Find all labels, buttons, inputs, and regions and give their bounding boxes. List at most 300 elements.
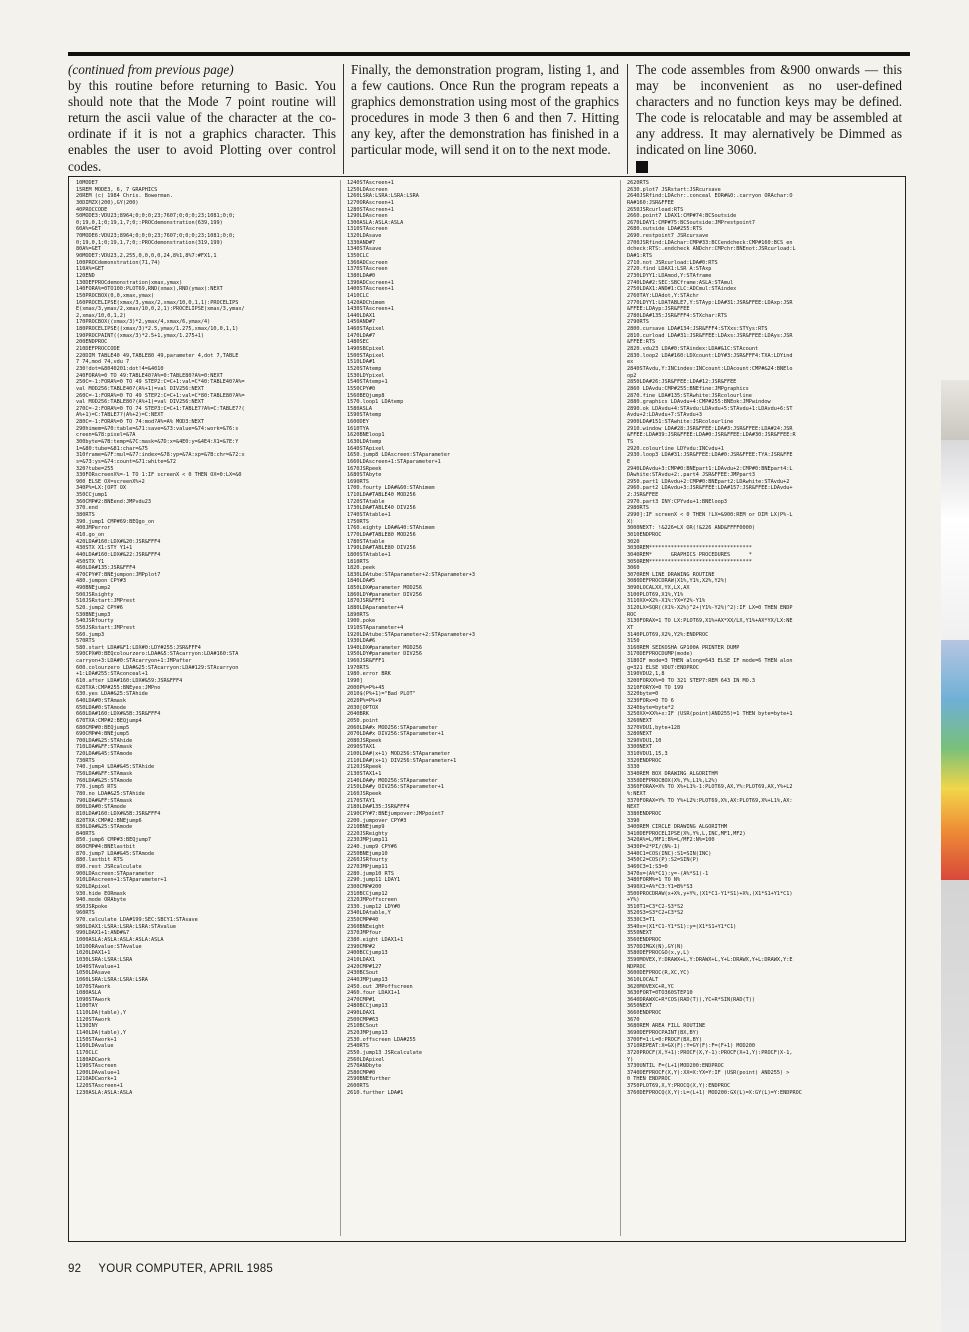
listing-line: 1320LDAsave bbox=[347, 233, 382, 240]
listing-line: 2:JSR&FFEE bbox=[627, 492, 659, 499]
listing-line: 3580DEFPROCGO(x,y,L) bbox=[627, 950, 690, 957]
page-edge-light bbox=[941, 440, 969, 640]
listing-line: 1690RTS bbox=[347, 478, 369, 485]
listing-line: 3700F=1:L=0:PROCF(BX,BY) bbox=[627, 1036, 702, 1043]
listing-line: 1100TAY bbox=[76, 1003, 98, 1010]
listing-line: 1570.loop1 LDAtemp bbox=[347, 399, 404, 406]
listing-line: 1060LSRA:LSRA:LSRA:LSRA bbox=[76, 976, 148, 983]
listing-line: TS bbox=[627, 438, 634, 445]
listing-line: 1030LSRA:LSRA:LSRA bbox=[76, 956, 133, 963]
listing-line: 3100PLOT69,X1%,Y1% bbox=[627, 591, 684, 598]
listing-line: 810LDA#160:LDX#&5B:JSR&FFF4 bbox=[76, 810, 161, 817]
listing-line: 590CPX#0:BEQcolourzero:LDA#&5:STAcarryon:LDA#160:STA bbox=[76, 651, 239, 658]
listing-line: 800LDA#0:STAmode bbox=[76, 804, 126, 811]
listing-line: 2650JSRcurload:RTS bbox=[627, 206, 684, 213]
listing-line: 2280.jump10 RTS bbox=[347, 870, 394, 877]
listing-line: 630.yes LDA#&25:STAhide bbox=[76, 691, 148, 698]
listing-line: 770.jump5 RTS bbox=[76, 784, 117, 791]
page-footer bbox=[68, 1263, 287, 1275]
listing-line: 780.no LDA#&25:STAhide bbox=[76, 790, 145, 797]
listing-line: 1900.poke bbox=[347, 618, 376, 625]
listing-line: 2120JSRpeek bbox=[347, 764, 382, 771]
listing-line: 1830LDAtube:STAparameter+2:STAparameter+3 bbox=[347, 571, 476, 578]
listing-line: 2060LDA#x MOD256:STAparameter bbox=[347, 724, 438, 731]
listing-line: 3470x=(A%*C1):y=-(A%*S1)-1 bbox=[627, 870, 709, 877]
listing-line: 2070LDA#x DIV256:STAparameter+1 bbox=[347, 731, 444, 738]
listing-line: 1140LDA(table),Y bbox=[76, 1030, 126, 1036]
listing-line: 2010$(P%+1)="Bad PLOT" bbox=[347, 691, 416, 698]
listing-line: 3640DRAWXC+R*COS(RAD(T)),YC+R*SIN(RAD(T)) bbox=[627, 996, 756, 1003]
listing-line: 180PROCELIPSE((xmax/3)*2.5,ymax/1.275,xmax/10,0,1,1) bbox=[76, 326, 239, 333]
listing-line: 2440JMPjump13 bbox=[347, 976, 388, 983]
listing-line: 2430BCSout bbox=[347, 970, 379, 977]
listing-line: val MOD256:TABLE40?(A%+1)=val DIV256:NEXT bbox=[76, 385, 205, 392]
listing-line: 1010ORAvalue:STAvalue bbox=[76, 943, 142, 950]
listing-line: 1070STAwork bbox=[76, 983, 111, 990]
listing-line: 740.jump4 LDA#&45:STAhide bbox=[76, 764, 155, 771]
listing-line: 3460C3=1:S3=0 bbox=[627, 863, 668, 870]
listing-line: 2600RTS bbox=[347, 1083, 369, 1090]
listing-line: 2930.loop3 LDA#31:JSR&FFEE:LDA#0:JSR&FFEE:TYA:JSR&FFE bbox=[627, 452, 793, 459]
listing-line: 2040BRK bbox=[347, 711, 369, 718]
listing-line: 1370STAscreen bbox=[347, 266, 388, 273]
listing-line: 1540STAtemp+1 bbox=[347, 379, 388, 386]
listing-line: 10MODE7 bbox=[76, 180, 98, 186]
listing-line: 1770LDA#TABLE80 MOD256 bbox=[347, 531, 416, 538]
page-edge-shadow bbox=[941, 380, 969, 440]
listing-line: op2 bbox=[627, 372, 637, 379]
listing-line: 1920LDAtube:STAparameter+2:STAparameter+3 bbox=[347, 631, 476, 638]
listing-line: 7 74,mod 74,vdu 7 bbox=[76, 359, 130, 366]
top-rule bbox=[68, 52, 910, 56]
listing-line: 3740DEFPROCF(X,Y):XX=X:YX=Y:IF (USR(point) AND255) > bbox=[627, 1069, 790, 1076]
listing-line: 1940LDX#parameter MOD256 bbox=[347, 644, 422, 651]
listing-line: 3720PROCF(X,Y+1):PROCF(X,Y-1):PROCF(X+1,Y):PROCF(X-1, bbox=[627, 1049, 793, 1056]
listing-line: 1310STAscreen bbox=[347, 226, 388, 233]
listing-line: 390.jump1 CMP#69:BEQgo_on bbox=[76, 518, 155, 525]
listing-line: 2100LDA#(x+1) MOD256:STAparameter bbox=[347, 751, 451, 758]
listing-line: 200ENDPROC bbox=[76, 339, 108, 346]
listing-line: 2760TAY:LDAdot,Y:STAchr bbox=[627, 292, 699, 299]
listing-line: 2160JSRpeek bbox=[347, 790, 382, 797]
listing-line: 3300NEXT bbox=[627, 744, 652, 751]
listing-line: 2300CMP#200 bbox=[347, 883, 382, 890]
listing-line: +Y%) bbox=[627, 897, 640, 904]
listing-line: 2980RTS bbox=[627, 505, 649, 512]
listing-line: 1270ORAscreen+1 bbox=[347, 199, 394, 206]
listing-line: 2690.restpoint7 JSRcursave bbox=[627, 233, 709, 240]
listing-line: 130DEFPROCdemonstration(xmax,ymax) bbox=[76, 279, 183, 286]
listing-line: 3660ENDPROC bbox=[627, 1010, 662, 1017]
listing-line: Y) bbox=[627, 1056, 634, 1063]
listing-line: 880.lastbit RTS bbox=[76, 857, 123, 864]
listing-line: 220DIM TABLE40 49,TABLE80 49,parameter 4,dot 7,TABLE bbox=[76, 352, 239, 359]
page-number: 92 bbox=[68, 1263, 82, 1275]
listing-line: 1660LDAscreen+1:STAparameter+1 bbox=[347, 458, 441, 465]
listing-line: 2080JSRpeek bbox=[347, 737, 382, 744]
listing-line: s=&73:ys=&74:count=&71:white=&72 bbox=[76, 458, 176, 465]
listing-line: 950JSRpoke bbox=[76, 903, 108, 910]
listing-line: 1820.peek bbox=[347, 565, 376, 572]
listing-line: 3440C1=COS(INC):S1=SIN(INC) bbox=[627, 850, 712, 857]
listing-line: 50MODE3:VDU23;8964;0;0;0;23;7607;0;0;0;23;1081;0;0; bbox=[76, 213, 236, 220]
listing-line: 1330AND#7 bbox=[347, 239, 376, 246]
listing-line: 1780STAtable bbox=[347, 538, 385, 545]
listing-line: NEXT bbox=[627, 804, 640, 811]
listing-line: 2530.offscreen LDA#255 bbox=[347, 1036, 416, 1043]
listing-line: 940.mode ORAbyte bbox=[76, 897, 126, 904]
listing-column-2 bbox=[347, 180, 609, 1236]
listing-line: 2590BNEfurther bbox=[347, 1076, 391, 1083]
listing-line: 3050REM********************************* bbox=[627, 558, 752, 565]
listing-line: 1720STAtable bbox=[347, 498, 385, 505]
listing-line: 2840STAvdu,Y:INCindex:INCcount:LDAcount:CMP#&24:BNElo bbox=[627, 365, 793, 372]
listing-line: 3140PLOT69,X2%,Y2%:ENDPROC bbox=[627, 631, 709, 638]
listing-line: 1430STAscreen+1 bbox=[347, 306, 394, 313]
listing-line: 2550.jump13 JSRcalculate bbox=[347, 1049, 422, 1056]
listing-line: 60A%=GET bbox=[76, 226, 101, 233]
listing-line: 2670LDAY1:CMP#75:BCSoutside:JMPrestpoint7 bbox=[627, 219, 756, 226]
article-column-2 bbox=[351, 62, 619, 159]
listing-line: 1860LDY#parameter DIV256 bbox=[347, 591, 422, 598]
listing-line: 730RTS bbox=[76, 757, 95, 764]
listing-line: 380RTS bbox=[76, 512, 95, 519]
listing-line: 1360ADCscreen bbox=[347, 259, 388, 266]
listing-line: 150PROCBOX(0,0,xmax,ymax) bbox=[76, 292, 155, 299]
listing-line: XT bbox=[627, 624, 634, 631]
listing-line: 240FORA%=0 TO 49:TABLE40?A%=0:TABLE80?A%=0:NEXT bbox=[76, 372, 223, 379]
listing-line: 1560BEQjump8 bbox=[347, 392, 385, 399]
listing-line: 2720.find LDAX1:LSR A:STAxp bbox=[627, 266, 712, 273]
listing-line: 3510T1=C3*C2-S3*S2 bbox=[627, 903, 684, 910]
listing-line: 920LDApixel bbox=[76, 883, 111, 890]
listing-line: 2890.ok LDAvdu+4:STAvdu:LDAvdu+5:STAvdu+1:LDAvdu+6:ST bbox=[627, 405, 793, 412]
listing-line: 1460STApixel bbox=[347, 326, 385, 333]
listing-line: 2460.four LDAX1+1 bbox=[347, 990, 401, 997]
listing-line: 2910.window LDA#28:JSR&FFEE:LDA#3:JSR&FFEE:LDA#24:JSR bbox=[627, 425, 793, 432]
listing-line: creen=&78:pixel=&7A bbox=[76, 432, 136, 439]
listing-line: 540JSRfourty bbox=[76, 618, 114, 625]
listing-line: 250C=-1:FORA%=0 TO 49 STEP2:C=C+1:val=C*40:TABLE40?A%= bbox=[76, 379, 245, 386]
listing-line: 2620RTS bbox=[627, 180, 649, 186]
listing-line: 1870JSR&FFF1 bbox=[347, 598, 385, 605]
listing-line: 1950LDY#parameter DIV256 bbox=[347, 651, 422, 658]
listing-line: 1890RTS bbox=[347, 611, 369, 618]
listing-line: 100PROCdemonstration(71,74) bbox=[76, 259, 161, 266]
listing-line: 2050.point bbox=[347, 717, 379, 724]
listing-line: 310frame=&7F:mul=&77:index=&78:yp=&7A:xp=&7B:chr=&72:x bbox=[76, 452, 245, 459]
listing-line: 2700JSRfind:LDAchar:CMP#33:BCCendcheck:CMP#160:BCS en bbox=[627, 239, 793, 246]
listing-line: 2320JMPoffscreen bbox=[347, 897, 397, 904]
listing-line: 3090LOCALXX,YX,LX,AX bbox=[627, 585, 690, 592]
continued-note: (continued from previous page) bbox=[68, 62, 234, 77]
listing-line: 3200FORXX%=0 TO 321 STEP7:REM 643 IN MO.3 bbox=[627, 678, 756, 685]
listing-line: 70MODE6:VDU23;8964;0;0;0;23;7607;0;0;0;23;1081;0;0; bbox=[76, 233, 236, 240]
listing-line: 3060 bbox=[627, 565, 640, 572]
listing-line: 3130FORAX=1 TO LX:PLOT69,X1%+AX*XX/LX,Y1%+AX*YX/LX:NE bbox=[627, 618, 793, 625]
listing-line: 2860 LDAvdu:CMP#255:BNEfine:JMPgraphics bbox=[627, 385, 749, 392]
listing-line: 760LDA#&25:STAmode bbox=[76, 777, 133, 784]
listing-line: 710LDA#&FF:STAmask bbox=[76, 744, 133, 751]
listing-line: 1750RTS bbox=[347, 518, 369, 525]
listing-line: 2850LDA#26:JSR&FFEE:LDA#12:JSR&FFEE bbox=[627, 379, 737, 386]
listing-line: 160PROCELIPSE(xmax/3,ymax/2,xmax/10,0,1,1):PROCELIPS bbox=[76, 299, 239, 306]
listing-line: 1300ASLA:ASLA:ASLA bbox=[347, 219, 404, 226]
listing-line: 3760DEFPROCQ(X,Y):L=(L+1) MOD200:GX(L)=X:GY(L)=Y:ENDPROC bbox=[627, 1089, 802, 1096]
listing-line: 1400STAscreen+1 bbox=[347, 286, 394, 293]
listing-line: 1600DEY bbox=[347, 419, 369, 426]
listing-line: 410.go_on bbox=[76, 531, 105, 538]
listing-line: 1170CLC bbox=[76, 1049, 98, 1056]
listing-line: 1050LDAsave bbox=[76, 970, 111, 977]
page-edge-colour-stripe bbox=[941, 640, 969, 880]
listing-line: 3330 bbox=[627, 764, 640, 771]
listing-line: E(xmax/3,ymax/2,xmax/10,0,2,1):PROCELIPSE(xmax/3,ymax/ bbox=[76, 306, 245, 313]
listing-line: &FFEE:LDAyp:JSR&FFEE bbox=[627, 306, 690, 313]
listing-line: 2610.further LDA#1 bbox=[347, 1089, 404, 1096]
listing-line: &FFEE:RTS bbox=[627, 339, 656, 346]
listing-line: 830LDA#&25:STAmode bbox=[76, 824, 133, 831]
listing-line: 1630LDAtemp bbox=[347, 438, 382, 445]
listing-column-1 bbox=[76, 180, 338, 1236]
listing-line: 2560LDApixel bbox=[347, 1056, 385, 1063]
listing-line: RA#160:JSR&FFEE bbox=[627, 199, 674, 206]
listing-line: 2990]:IF screenX < 0 THEN !LX=&900:REM or DIM LX(P%-L bbox=[627, 512, 793, 519]
listing-line: 1160LDAvalue bbox=[76, 1043, 114, 1050]
listing-line: E bbox=[627, 458, 631, 465]
listing-line: 2420CMP#127 bbox=[347, 963, 382, 970]
listing-line: 1650.jump8 LDAscreen:STAparameter bbox=[347, 452, 451, 459]
listing-line: 2350CMP#40 bbox=[347, 917, 379, 924]
listing-line: 3170DEFPROCDUMP(mode) bbox=[627, 651, 693, 658]
listing-line: 3180IF mode=3 THEN along=643 ELSE IF mode=6 THEN alon bbox=[627, 658, 793, 665]
listing-line: 1790LDA#TABLE80 DIV256 bbox=[347, 545, 416, 552]
listing-line: 1880LDAparameter+4 bbox=[347, 605, 404, 611]
listing-line: 1220STAscreen+1 bbox=[76, 1083, 123, 1090]
listing-line: 1350CLC bbox=[347, 253, 369, 260]
listing-line: 3620MOVEXC+R,YC bbox=[627, 983, 674, 990]
listing-line: 420LDA#160:LDX#&20:JSR&FFF4 bbox=[76, 538, 161, 545]
listing-line: 1180ADCwork bbox=[76, 1056, 111, 1063]
listing-line: 3540x=(X1*C1-Y1*S1):y=(X1*S1+Y1*C1) bbox=[627, 923, 737, 930]
listing-line: 640LDA#0:STAmask bbox=[76, 697, 126, 704]
listing-line: 890.rest JSRcalculate bbox=[76, 863, 142, 870]
listing-line: 2790RTS bbox=[627, 319, 649, 326]
listing-line: 3370FORAX=Y% TO Y%+L2%:PLOT69,X%,AX:PLOT69,X%+L1%,AX: bbox=[627, 797, 793, 804]
listing-line: 1340STAsave bbox=[347, 246, 382, 253]
listing-line: 120END bbox=[76, 272, 95, 279]
listing-line: 2680.outside LDA#255:RTS bbox=[627, 226, 702, 233]
listing-line: 1130INY bbox=[76, 1023, 98, 1030]
listing-line: 2920.colourline LDYvdu:INCvdu+1 bbox=[627, 445, 724, 452]
listing-line: 3010ENDPROC bbox=[627, 531, 662, 538]
listing-line: 1110LDA(table),Y bbox=[76, 1010, 126, 1017]
listing-line: 750LDA#&FF:STAmask bbox=[76, 771, 133, 778]
listing-line: 580.start LDA#&F1:LDX#0:LDY#255:JSR&FFF4 bbox=[76, 644, 201, 651]
listing-line: 550JSRstart:JMPrest bbox=[76, 624, 136, 631]
listing-line: 3340REM BOX DRAWING ALGORITHM bbox=[627, 771, 718, 778]
listing-line: 2390CMP#2 bbox=[347, 943, 376, 950]
page-edge-grey bbox=[941, 880, 969, 1332]
listing-line: 2310BCCjump12 bbox=[347, 890, 388, 897]
listing-line: 370.end bbox=[76, 505, 98, 512]
listing-line: 190PROCPAINT((xmax/3)*2.5+1,ymax/1.275+1) bbox=[76, 332, 205, 339]
listing-line: 2360BNEeight bbox=[347, 923, 385, 930]
listing-line: 3310VDU1,15,3 bbox=[627, 751, 668, 758]
article-text-1: by this routine before returning to Basic. You should note that the Mode 7 point routine will return the ascii value of the character at the co-ordinate if it is not a graphics character. This enables the user to avoid Plotting over control codes. bbox=[68, 78, 336, 174]
listing-line: 500JSRsighty bbox=[76, 591, 114, 598]
listing-line: 3390 bbox=[627, 817, 640, 824]
listing-line: 3120LX=SQR((X1%-X2%)^2+(Y1%-Y2%)^2):IF LX=0 THEN ENDP bbox=[627, 605, 793, 611]
listing-line: 1260LSRA:LSRA:LSRA:LSRA bbox=[347, 193, 419, 200]
listing-line: 1470LDA#7 bbox=[347, 332, 376, 339]
listing-line: 1970RTS bbox=[347, 664, 369, 671]
listing-line: 2950.part1 LDAvdu+2:CMP#0:BNEpart2:LDAwhite:STAvdu+2 bbox=[627, 478, 790, 485]
listing-line: ex bbox=[627, 359, 634, 366]
listing-line: 820TXA:CMP#2:BNEjump6 bbox=[76, 817, 142, 824]
listing-line: 210DEFPROCCODE bbox=[76, 346, 120, 353]
listing-line: 1500STApixel bbox=[347, 352, 385, 359]
listing-line: 2800.cursave LDA#134:JSR&FFF4:STXxs:STYys:RTS bbox=[627, 326, 768, 333]
listing-line: 3160REM SEIKOSHA GP100A PRINTER DUMP bbox=[627, 644, 740, 651]
listing-line: 2740LDA#2:SEC:SBCframe:ASLA:STAmul bbox=[627, 279, 734, 286]
listing-line: 320?tube=255 bbox=[76, 465, 114, 472]
listing-line: 1810RTS bbox=[347, 558, 369, 565]
listing-line: 2180LDA#135:JSR&FFF4 bbox=[347, 804, 410, 811]
listing-line: 2220JSReighty bbox=[347, 830, 388, 837]
listing-line: 3270VDU1,byte+128 bbox=[627, 724, 681, 731]
listing-line: 3150 bbox=[627, 638, 640, 645]
listing-line: 90MODE7:VDU23,2,255,0,0,0,0,24,8%1,8%7:#FX1,1 bbox=[76, 253, 217, 260]
listing-line: 1550CPY#0 bbox=[347, 385, 376, 392]
listing-line: 2970.part3 INY:CPYvdu+1:BNEloop3 bbox=[627, 498, 727, 505]
listing-line: DAwhite:STAvdu+2:.part4 JSR&FFEE:JMPpart3 bbox=[627, 472, 756, 479]
listing-line: 1120STAwork bbox=[76, 1016, 111, 1023]
listing-line: 450STX Y1 bbox=[76, 558, 105, 565]
listing-line: 280C=-1:FORA%=0 TO 74:mod?A%=A% MOD3:NEXT bbox=[76, 419, 205, 426]
listing-line: 3750PLOT69,X,Y:PROCQ(X,Y):ENDPROC bbox=[627, 1083, 731, 1090]
listing-line: 3530C3=T1 bbox=[627, 917, 656, 924]
listing-line: 3520S3=S3*C2+C3*S2 bbox=[627, 910, 684, 917]
listing-line: 3710REPEAT:X=GX(F):Y=GY(F):F=(F+1) MOD200 bbox=[627, 1043, 756, 1050]
listing-line: 350CCjump1 bbox=[76, 492, 108, 499]
listing-line: 2200.jumpover CPY#3 bbox=[347, 817, 407, 824]
listing-line: 3080DEFPROCDRAW(X1%,Y1%,X2%,Y2%) bbox=[627, 578, 727, 585]
listing-line: 3040REM* GRAPHICS PROCEDURES * bbox=[627, 551, 752, 558]
listing-line: 80A%=GET bbox=[76, 246, 101, 253]
listing-line: g=321 ELSE VDU7:ENDPROC bbox=[627, 664, 699, 671]
listing-line: 2750LDAX1:AND#1:CLC:ADCmul:STAindex bbox=[627, 286, 737, 293]
listing-line: 3410DEFPROCELIPSE(X%,Y%,L,INC,MF1,MF2) bbox=[627, 830, 746, 837]
article-text-2: Finally, the demonstration program, listing 1, and a few cautions. Once Run the program repeats a graphics demonstration using most of the graphics procedures in mode 3 then 6 and then 7. Hitting any key, after the demonstration has finished in a particular mode, will send it on to the next mode. bbox=[351, 62, 619, 158]
listing-line: 620TXA:CMP#255:BNEyes:JMPno bbox=[76, 684, 161, 691]
listing-line: 2730LDYY1:LDAmod,Y:STAframe bbox=[627, 272, 712, 279]
listing-line: 3350DEFPROCBOX(X%,Y%,L1%,L2%) bbox=[627, 777, 718, 784]
listing-line: 1280STAscreen+1 bbox=[347, 206, 394, 213]
end-of-article-mark bbox=[636, 161, 648, 173]
listing-line: 2640JSRfind:LDAchr:.conceal EOR#&0:.carryon ORAchar:O bbox=[627, 193, 793, 200]
listing-line: 1390ADCscreen+1 bbox=[347, 279, 394, 286]
listing-line: 1250LDAscreen bbox=[347, 186, 388, 193]
listing-line: 0;19,0,1;0;19,1,7;0;:PROCdemonstration(319,199) bbox=[76, 239, 223, 246]
listing-line: 690CMP#4:BNEjump5 bbox=[76, 731, 130, 738]
listing-line: 2870.fine LDA#135:STAwhite:JSRcolourline bbox=[627, 392, 752, 399]
listing-line: 1040STAvalue+1 bbox=[76, 963, 120, 970]
listing-line: 3360FORAX=X% TO X%+L1%-1:PLOT69,AX,Y%:PLOT69,AX,Y%+L2 bbox=[627, 784, 793, 791]
listing-line: 2450.out JMPoffscreen bbox=[347, 983, 413, 990]
listing-line: 870.jump7 LDA#&45:STAmode bbox=[76, 850, 155, 857]
listing-line: 2630.plot7 JSRstart:JSRcursave bbox=[627, 186, 721, 193]
listing-line: ROC bbox=[627, 611, 637, 618]
listing-line: 2030[OPTOX bbox=[347, 704, 379, 711]
listing-line: 3320ENDPROC bbox=[627, 757, 662, 764]
listing-line: X) bbox=[627, 518, 634, 525]
listing-line: 3030REM********************************* bbox=[627, 545, 752, 552]
listing-line: 1000ASLA:ASLA:ASLA:ASLA:ASLA bbox=[76, 937, 164, 944]
listing-line: 700LDA#&25:STAhide bbox=[76, 737, 133, 744]
listing-line: 2110LDA#(x+1) DIV256:STAparameter+1 bbox=[347, 757, 457, 764]
listing-line: 3690DEFPROCPAINT(BX,BY) bbox=[627, 1030, 699, 1036]
listing-line: 2020P%=P%+9 bbox=[347, 697, 382, 704]
listing-line: 3290VDU1,10 bbox=[627, 737, 662, 744]
listing-line: 1290LDAscreen bbox=[347, 213, 388, 220]
listing-line: 2250BNEjump10 bbox=[347, 850, 388, 857]
listing-line: 290himem=&70:table=&71:save=&73:value=&74:work=&76:s bbox=[76, 425, 239, 432]
listing-line: 2510BCSout bbox=[347, 1023, 379, 1030]
listing-line: 570RTS bbox=[76, 638, 95, 645]
listing-line: 3190VDU2,1,8 bbox=[627, 671, 665, 678]
listing-line: 2330.jump12 LDY#0 bbox=[347, 903, 401, 910]
listing-line: 1640STApixel bbox=[347, 445, 385, 452]
listing-line: 3600DEFPROC(R,XC,YC) bbox=[627, 970, 690, 977]
listing-line: 2470CMP#1 bbox=[347, 996, 376, 1003]
listing-line: 720LDA#&45:STAmode bbox=[76, 751, 133, 758]
listing-line: 2660.point7 LDAX1:CMP#74:BCSoutside bbox=[627, 213, 737, 220]
listing-line: 330FORscreenX%=-1 TO 1:IF screenX < 0 THEN OX=0:LX=&0 bbox=[76, 472, 242, 479]
listing-line: 2500CMP#63 bbox=[347, 1016, 379, 1023]
listing-line: 3570DIMGX(N),GY(N) bbox=[627, 943, 684, 950]
listing-line: 1990] bbox=[347, 678, 363, 685]
listing-line: 2710.not JSRcurload:LDA#0:RTS bbox=[627, 259, 718, 266]
listing-line: 3420A%=L/MF1:B%=L/MF2:N%=100 bbox=[627, 837, 715, 844]
listing-line: 1020LDAX1+1 bbox=[76, 950, 111, 957]
listing-line: 3280NEXT bbox=[627, 731, 652, 738]
listing-line: 3000NEXT: !&226=LX OR(!&226 AND&FFFF0000) bbox=[627, 525, 756, 532]
listing-line: 910LDAscreen+1:STAparameter+1 bbox=[76, 877, 167, 884]
listing-line: 2810.curload LDA#31:JSR&FFEE:LDAxs:JSR&FFEE:LDAys:JSR bbox=[627, 332, 793, 339]
listing-line: 2820.vdu23 LDA#0:STAindex:LDA#&1C:STAcount bbox=[627, 346, 759, 353]
listing-line: 1450AND#7 bbox=[347, 319, 376, 326]
listing-line: 3450C2=COS(P):S2=SIN(P) bbox=[627, 857, 699, 864]
article-text-3: The code assembles from &900 onwards — this may be inconvenient as no user-defined characters and no function keys may be defined. The code is relocatable and may be assembled at any address. It may alernatively be Dimmed as indicated on line 3060. bbox=[636, 62, 902, 158]
listing-line: 790LDA#&FF:STAmask bbox=[76, 797, 133, 804]
listing-line: 520.jump2 CPY#6 bbox=[76, 605, 123, 611]
listing-line: 2770LDYY1:LDATABLE7,Y:STAyp:LDA#31:JSR&FFEE:LDAxp:JSR bbox=[627, 299, 793, 306]
listing-line: 1710LDA#TABLE40 MOD256 bbox=[347, 492, 416, 499]
listing-line: 2380.eight LDAX1+1 bbox=[347, 937, 404, 944]
listing-line: 2410LDAX1 bbox=[347, 956, 376, 963]
listing-divider bbox=[620, 180, 621, 1236]
listing-line: 2370JMPfour bbox=[347, 930, 382, 937]
listing-line: 3560ENDPROC bbox=[627, 937, 662, 944]
listing-line: 990LDAX1+1:AND#&7 bbox=[76, 930, 130, 937]
listing-line: 530BNEjump3 bbox=[76, 611, 111, 618]
listing-line: 2520JMPjump13 bbox=[347, 1030, 388, 1036]
listing-line: 3550NEXT bbox=[627, 930, 652, 937]
listing-line: 2190CPY#7:BNEjumpover:JMPpoint7 bbox=[347, 810, 444, 817]
listing-line: 2480BCCjump13 bbox=[347, 1003, 388, 1010]
listing-line: 1490SBCpixel bbox=[347, 346, 385, 353]
